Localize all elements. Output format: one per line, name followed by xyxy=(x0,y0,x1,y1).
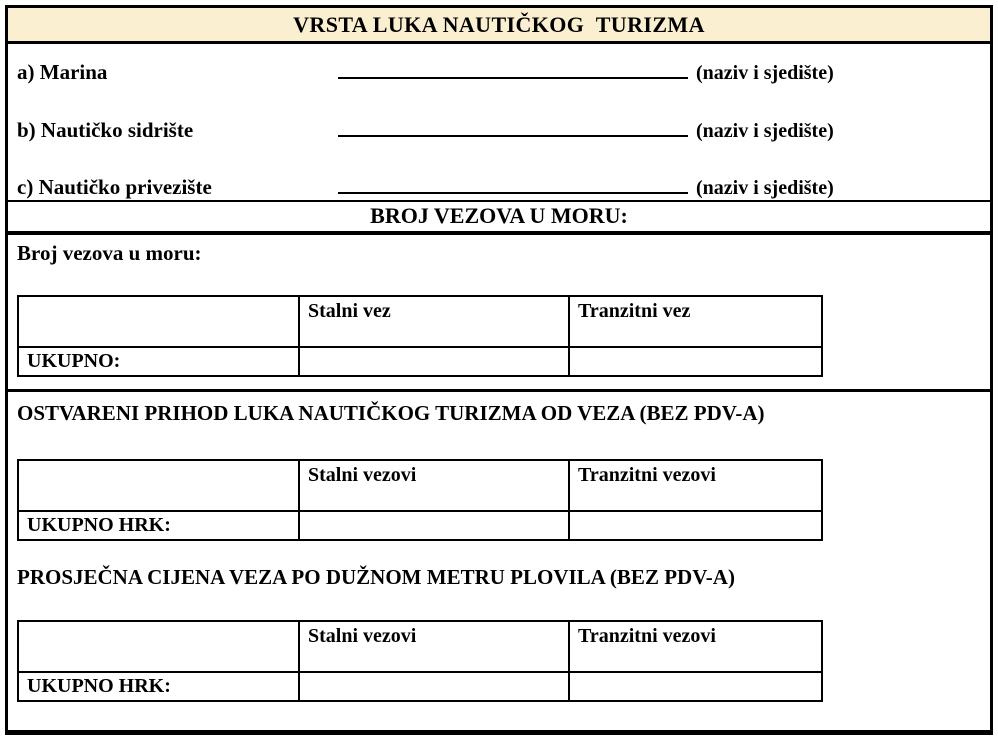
table-row xyxy=(18,347,822,376)
income-price-section xyxy=(8,392,990,730)
price-table-header-stalni: Stalni vezovi xyxy=(299,621,569,672)
price-total-stalni-value-cell[interactable] xyxy=(299,672,569,701)
income-total-label: UKUPNO HRK: xyxy=(18,511,299,540)
income-total-stalni-value-cell[interactable] xyxy=(299,511,569,540)
port-type-suffix-priveziste: (naziv i sjedište) xyxy=(696,177,834,199)
port-type-row-marina xyxy=(17,60,978,85)
port-type-suffix-sidriste: (naziv i sjedište) xyxy=(696,119,834,142)
berths-label: Broj vezova u moru: xyxy=(17,241,202,265)
income-heading: OSTVARENI PRIHOD LUKA NAUTIČKOG TURIZMA OD VEZA (BEZ PDV-A) xyxy=(17,401,765,425)
berths-total-stalni-value-cell[interactable] xyxy=(299,347,569,376)
income-table xyxy=(17,459,823,541)
port-type-row-priveziste xyxy=(17,175,978,200)
income-table-header-stalni: Stalni vezovi xyxy=(299,460,569,511)
port-type-label-marina: a) Marina xyxy=(17,60,108,84)
nautical-tourism-form xyxy=(5,5,993,735)
port-type-suffix-marina: (naziv i sjedište) xyxy=(696,62,834,84)
price-heading: PROSJEČNA CIJENA VEZA PO DUŽNOM METRU PLOVILA (BEZ PDV-A) xyxy=(17,565,735,589)
port-types-section xyxy=(8,44,990,202)
price-table xyxy=(17,620,823,702)
port-type-row-sidriste xyxy=(17,118,978,143)
port-type-fill-line-marina[interactable] xyxy=(338,72,688,79)
income-total-tranzitni-value-cell[interactable] xyxy=(569,511,822,540)
berths-total-tranzitni-value-cell[interactable] xyxy=(569,347,822,376)
income-table-corner-cell xyxy=(18,460,299,511)
berths-table xyxy=(17,295,823,377)
port-type-fill-line-sidriste[interactable] xyxy=(338,130,688,137)
berths-table-header-tranzitni: Tranzitni vez xyxy=(569,296,822,347)
port-type-label-sidriste: b) Nautičko sidrište xyxy=(17,117,194,142)
price-table-header-tranzitni: Tranzitni vezovi xyxy=(569,621,822,672)
table-row xyxy=(18,672,822,701)
price-table-header-row xyxy=(18,621,822,672)
berths-band-title: BROJ VEZOVA U MORU: xyxy=(8,202,990,235)
table-row xyxy=(18,511,822,540)
price-table-corner-cell xyxy=(18,621,299,672)
price-total-tranzitni-value-cell[interactable] xyxy=(569,672,822,701)
port-type-fill-line-priveziste[interactable] xyxy=(338,187,688,194)
price-total-label: UKUPNO HRK: xyxy=(18,672,299,701)
form-title: VRSTA LUKA NAUTIČKOG TURIZMA xyxy=(293,11,705,37)
berths-table-header-row xyxy=(18,296,822,347)
port-type-label-priveziste: c) Nautičko privezište xyxy=(17,175,212,199)
berths-table-corner-cell xyxy=(18,296,299,347)
berths-section xyxy=(8,235,990,392)
income-table-header-tranzitni: Tranzitni vezovi xyxy=(569,460,822,511)
berths-table-header-stalni: Stalni vez xyxy=(299,296,569,347)
income-table-header-row xyxy=(18,460,822,511)
berths-total-label: UKUPNO: xyxy=(18,347,299,376)
form-title-band xyxy=(8,8,990,44)
